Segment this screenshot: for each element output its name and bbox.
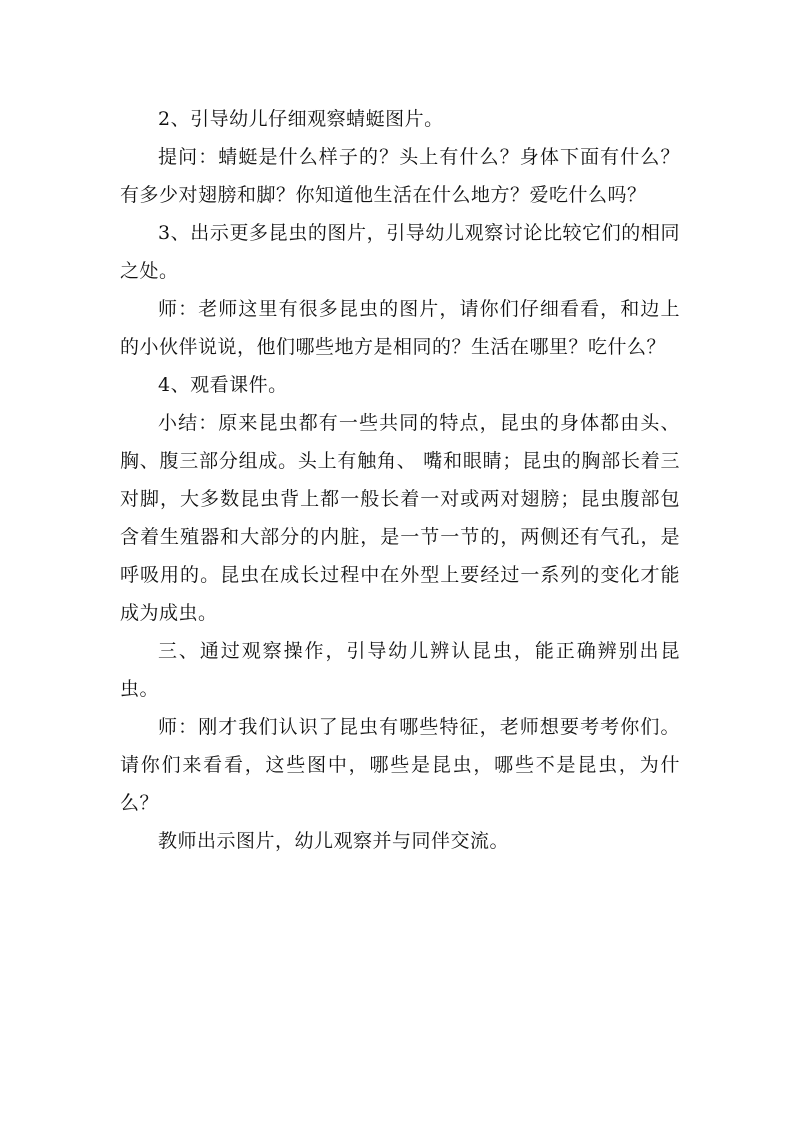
paragraph-step-2: 2、引导幼儿仔细观察蜻蜓图片。 (158, 108, 444, 130)
paragraph-step-3: 3、出示更多昆虫的图片，引导幼儿观察讨论比较它们的相同之处。 (120, 222, 680, 282)
paragraph-section-3: 三、通过观察操作，引导幼儿辨认昆虫，能正确辨别出昆虫。 (120, 640, 680, 700)
paragraph-teacher-quiz: 师：刚才我们认识了昆虫有哪些特征，老师想要考考你们。请你们来看看，这些图中，哪些是昆虫，哪些不是昆虫，为什么？ (120, 716, 680, 814)
paragraph-questions: 提问：蜻蜓是什么样子的？头上有什么？身体下面有什么？有多少对翅膀和脚？你知道他生活在什么地方？爱吃什么吗？ (120, 146, 680, 206)
paragraph-teacher-prompt: 师：老师这里有很多昆虫的图片，请你们仔细看看，和边上的小伙伴说说，他们哪些地方是相同的？生活在哪里？吃什么？ (120, 298, 680, 358)
document-body (120, 100, 680, 860)
paragraph-activity: 教师出示图片，幼儿观察并与同伴交流。 (158, 830, 510, 852)
paragraph-summary: 小结：原来昆虫都有一些共同的特点，昆虫的身体都由头、胸、腹三部分组成。头上有触角、 嘴和眼睛；昆虫的胸部长着三对脚，大多数昆虫背上都一般长着一对或两对翅膀；昆虫腹部包含着生殖器和大部分的内脏，是一节一节的，两侧还有气孔，是呼吸用的。昆虫在成长过程中在外型上要经过一系列的变化才能成为成虫。 (120, 412, 680, 624)
paragraph-step-4: 4、观看课件。 (158, 374, 288, 396)
